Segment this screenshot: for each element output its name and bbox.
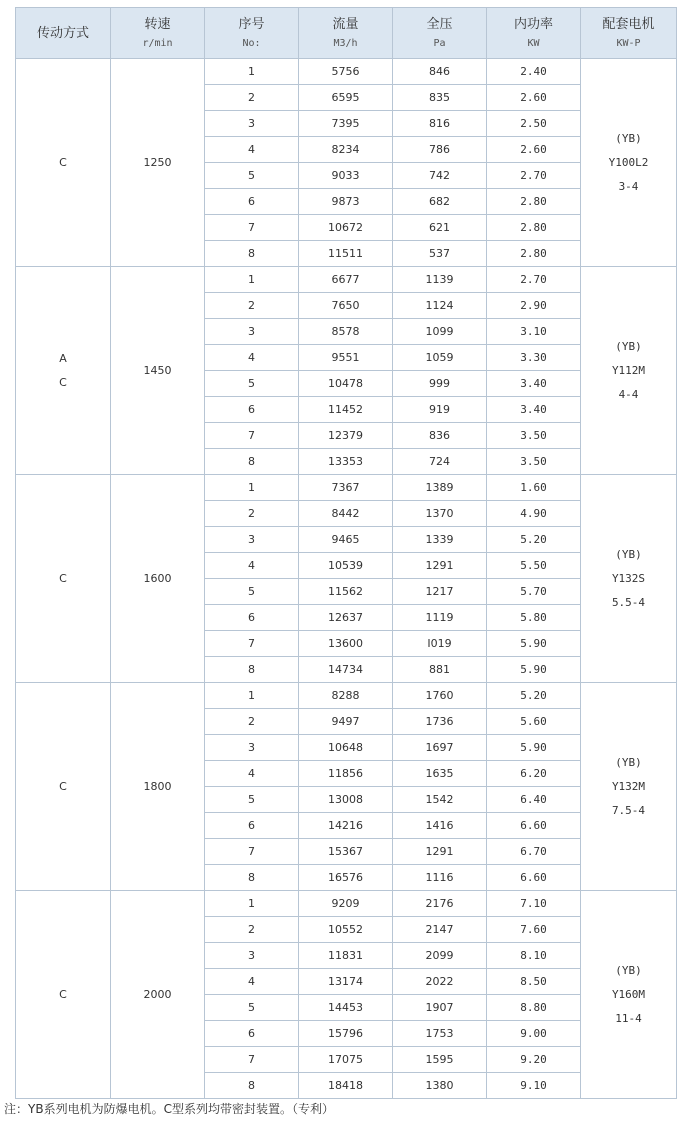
speed-cell: 2000 [111, 891, 205, 1099]
power-cell: 3.40 [487, 397, 581, 423]
pressure-cell: 1380 [393, 1073, 487, 1099]
motor-spec-line: 5.5-4 [611, 595, 646, 609]
number-cell: 2 [205, 709, 299, 735]
flow-cell: 11511 [299, 241, 393, 267]
power-cell: 5.90 [487, 735, 581, 761]
number-cell: 3 [205, 943, 299, 969]
power-cell: 5.60 [487, 709, 581, 735]
power-cell: 2.40 [487, 59, 581, 85]
motor-cell [581, 683, 677, 891]
motor-spec-line: Y132S [611, 571, 646, 585]
pressure-cell: 999 [393, 371, 487, 397]
motor-spec-line: Y132M [611, 779, 646, 793]
table-row [16, 59, 677, 85]
flow-cell: 13174 [299, 969, 393, 995]
number-cell: 5 [205, 579, 299, 605]
flow-cell: 15796 [299, 1021, 393, 1047]
flow-cell: 9033 [299, 163, 393, 189]
number-cell: 6 [205, 397, 299, 423]
power-cell: 5.20 [487, 527, 581, 553]
flow-cell: 13353 [299, 449, 393, 475]
power-cell: 6.60 [487, 813, 581, 839]
flow-cell: 10648 [299, 735, 393, 761]
footnote: 注：YB系列电机为防爆电机。C型系列均带密封装置。（专利） [4, 1102, 334, 1116]
pressure-cell: 1217 [393, 579, 487, 605]
header-pressure [393, 8, 487, 59]
power-cell: 8.50 [487, 969, 581, 995]
number-cell: 3 [205, 111, 299, 137]
pressure-cell: 1389 [393, 475, 487, 501]
flow-cell: 8442 [299, 501, 393, 527]
number-cell: 1 [205, 891, 299, 917]
flow-cell: 12379 [299, 423, 393, 449]
pressure-cell: 1139 [393, 267, 487, 293]
number-cell: 3 [205, 319, 299, 345]
number-cell: 7 [205, 423, 299, 449]
number-cell: 7 [205, 1047, 299, 1073]
pressure-cell: 2176 [393, 891, 487, 917]
header-number-unit: No: [242, 37, 261, 49]
pressure-cell: 682 [393, 189, 487, 215]
motor-cell [581, 475, 677, 683]
number-cell: 4 [205, 761, 299, 787]
table-row [16, 267, 677, 293]
flow-cell: 10672 [299, 215, 393, 241]
pressure-cell: 2099 [393, 943, 487, 969]
motor-spec-line: 7.5-4 [611, 803, 646, 817]
pressure-cell: 1370 [393, 501, 487, 527]
pressure-cell: 919 [393, 397, 487, 423]
transmission-cell [16, 891, 111, 1099]
number-cell: 4 [205, 137, 299, 163]
pressure-cell: 1416 [393, 813, 487, 839]
pressure-cell: 2022 [393, 969, 487, 995]
power-cell: 2.70 [487, 163, 581, 189]
header-transmission [16, 8, 111, 59]
pressure-cell: 724 [393, 449, 487, 475]
pressure-cell: I019 [393, 631, 487, 657]
power-cell: 3.30 [487, 345, 581, 371]
power-cell: 2.80 [487, 241, 581, 267]
transmission-type: C [59, 375, 67, 389]
pressure-cell: 1907 [393, 995, 487, 1021]
motor-spec-line: (YB) [615, 755, 642, 769]
pressure-cell: 786 [393, 137, 487, 163]
power-cell: 2.90 [487, 293, 581, 319]
table-row [16, 683, 677, 709]
motor-cell [581, 59, 677, 267]
flow-cell: 11856 [299, 761, 393, 787]
pressure-cell: 621 [393, 215, 487, 241]
flow-cell: 11562 [299, 579, 393, 605]
number-cell: 8 [205, 865, 299, 891]
pressure-cell: 836 [393, 423, 487, 449]
transmission-type: A [59, 351, 67, 365]
number-cell: 8 [205, 241, 299, 267]
power-cell: 5.90 [487, 657, 581, 683]
flow-cell: 8578 [299, 319, 393, 345]
power-cell: 5.20 [487, 683, 581, 709]
number-cell: 8 [205, 449, 299, 475]
flow-cell: 13008 [299, 787, 393, 813]
motor-spec-line: (YB) [615, 547, 642, 561]
number-cell: 3 [205, 527, 299, 553]
number-cell: 4 [205, 553, 299, 579]
table-header-row [16, 8, 677, 59]
flow-cell: 7395 [299, 111, 393, 137]
power-cell: 5.50 [487, 553, 581, 579]
header-pressure-title: 全压 [426, 16, 453, 32]
pressure-cell: 1291 [393, 553, 487, 579]
pressure-cell: 1635 [393, 761, 487, 787]
number-cell: 7 [205, 839, 299, 865]
flow-cell: 10552 [299, 917, 393, 943]
number-cell: 8 [205, 657, 299, 683]
motor-spec-line: (YB) [615, 339, 642, 353]
transmission-type: C [59, 571, 67, 585]
flow-cell: 14734 [299, 657, 393, 683]
power-cell: 5.80 [487, 605, 581, 631]
header-speed-unit: r/min [142, 37, 173, 49]
flow-cell: 14216 [299, 813, 393, 839]
power-cell: 2.60 [487, 85, 581, 111]
table-body [16, 59, 677, 1099]
header-speed-title: 转速 [144, 16, 171, 32]
transmission-cell [16, 683, 111, 891]
transmission-cell [16, 267, 111, 475]
pressure-cell: 835 [393, 85, 487, 111]
pressure-cell: 742 [393, 163, 487, 189]
number-cell: 2 [205, 85, 299, 111]
power-cell: 9.00 [487, 1021, 581, 1047]
table-row [16, 475, 677, 501]
number-cell: 4 [205, 969, 299, 995]
power-cell: 1.60 [487, 475, 581, 501]
pressure-cell: 1116 [393, 865, 487, 891]
pressure-cell: 1736 [393, 709, 487, 735]
header-flow-unit: M3/h [333, 37, 358, 49]
pressure-cell: 1595 [393, 1047, 487, 1073]
power-cell: 6.70 [487, 839, 581, 865]
pressure-cell: 537 [393, 241, 487, 267]
motor-cell [581, 267, 677, 475]
motor-spec-line: Y160M [611, 987, 646, 1001]
transmission-type: C [59, 987, 67, 1001]
speed-cell: 1250 [111, 59, 205, 267]
speed-cell: 1450 [111, 267, 205, 475]
fan-performance-table [15, 7, 677, 1099]
flow-cell: 10478 [299, 371, 393, 397]
number-cell: 4 [205, 345, 299, 371]
flow-cell: 8234 [299, 137, 393, 163]
pressure-cell: 1697 [393, 735, 487, 761]
power-cell: 7.60 [487, 917, 581, 943]
transmission-cell [16, 59, 111, 267]
header-motor [581, 8, 677, 59]
number-cell: 3 [205, 735, 299, 761]
flow-cell: 9497 [299, 709, 393, 735]
header-flow-title: 流量 [332, 16, 359, 32]
header-power-unit: KW [527, 37, 540, 49]
flow-cell: 9873 [299, 189, 393, 215]
power-cell: 2.60 [487, 137, 581, 163]
flow-cell: 9551 [299, 345, 393, 371]
motor-spec-line: 3-4 [618, 179, 639, 193]
power-cell: 2.80 [487, 215, 581, 241]
pressure-cell: 816 [393, 111, 487, 137]
header-pressure-unit: Pa [433, 37, 446, 49]
power-cell: 2.70 [487, 267, 581, 293]
header-motor-unit: KW-P [616, 37, 641, 49]
header-transmission-title: 传动方式 [36, 25, 89, 41]
motor-cell [581, 891, 677, 1099]
number-cell: 6 [205, 813, 299, 839]
power-cell: 5.70 [487, 579, 581, 605]
flow-cell: 5756 [299, 59, 393, 85]
power-cell: 6.60 [487, 865, 581, 891]
number-cell: 6 [205, 189, 299, 215]
table-row [16, 891, 677, 917]
header-power [487, 8, 581, 59]
header-power-title: 内功率 [513, 16, 553, 32]
transmission-type: C [59, 155, 67, 169]
flow-cell: 17075 [299, 1047, 393, 1073]
power-cell: 3.40 [487, 371, 581, 397]
number-cell: 2 [205, 293, 299, 319]
flow-cell: 18418 [299, 1073, 393, 1099]
pressure-cell: 2147 [393, 917, 487, 943]
motor-spec-line: Y100L2 [608, 155, 649, 169]
flow-cell: 10539 [299, 553, 393, 579]
motor-spec-line: (YB) [615, 131, 642, 145]
power-cell: 5.90 [487, 631, 581, 657]
pressure-cell: 1753 [393, 1021, 487, 1047]
motor-spec-line: Y112M [611, 363, 646, 377]
number-cell: 6 [205, 1021, 299, 1047]
number-cell: 1 [205, 267, 299, 293]
power-cell: 3.50 [487, 423, 581, 449]
speed-cell: 1600 [111, 475, 205, 683]
number-cell: 7 [205, 215, 299, 241]
pressure-cell: 1760 [393, 683, 487, 709]
speed-cell: 1800 [111, 683, 205, 891]
flow-cell: 12637 [299, 605, 393, 631]
flow-cell: 9209 [299, 891, 393, 917]
flow-cell: 6677 [299, 267, 393, 293]
pressure-cell: 1339 [393, 527, 487, 553]
pressure-cell: 1059 [393, 345, 487, 371]
transmission-cell [16, 475, 111, 683]
header-speed [111, 8, 205, 59]
pressure-cell: 1099 [393, 319, 487, 345]
number-cell: 1 [205, 59, 299, 85]
flow-cell: 11452 [299, 397, 393, 423]
header-flow [299, 8, 393, 59]
motor-spec-line: 11-4 [615, 1011, 642, 1025]
transmission-type: C [59, 779, 67, 793]
pressure-cell: 881 [393, 657, 487, 683]
header-number [205, 8, 299, 59]
number-cell: 6 [205, 605, 299, 631]
number-cell: 7 [205, 631, 299, 657]
motor-spec-line: 4-4 [618, 387, 639, 401]
flow-cell: 16576 [299, 865, 393, 891]
number-cell: 1 [205, 475, 299, 501]
number-cell: 5 [205, 995, 299, 1021]
power-cell: 2.50 [487, 111, 581, 137]
power-cell: 8.10 [487, 943, 581, 969]
number-cell: 2 [205, 501, 299, 527]
pressure-cell: 1119 [393, 605, 487, 631]
power-cell: 9.20 [487, 1047, 581, 1073]
flow-cell: 15367 [299, 839, 393, 865]
number-cell: 5 [205, 371, 299, 397]
number-cell: 5 [205, 787, 299, 813]
flow-cell: 11831 [299, 943, 393, 969]
power-cell: 3.50 [487, 449, 581, 475]
flow-cell: 6595 [299, 85, 393, 111]
flow-cell: 13600 [299, 631, 393, 657]
power-cell: 4.90 [487, 501, 581, 527]
power-cell: 9.10 [487, 1073, 581, 1099]
power-cell: 6.20 [487, 761, 581, 787]
flow-cell: 7650 [299, 293, 393, 319]
pressure-cell: 1124 [393, 293, 487, 319]
number-cell: 2 [205, 917, 299, 943]
number-cell: 1 [205, 683, 299, 709]
pressure-cell: 1542 [393, 787, 487, 813]
power-cell: 6.40 [487, 787, 581, 813]
power-cell: 2.80 [487, 189, 581, 215]
pressure-cell: 846 [393, 59, 487, 85]
power-cell: 3.10 [487, 319, 581, 345]
flow-cell: 14453 [299, 995, 393, 1021]
flow-cell: 9465 [299, 527, 393, 553]
flow-cell: 8288 [299, 683, 393, 709]
power-cell: 8.80 [487, 995, 581, 1021]
power-cell: 7.10 [487, 891, 581, 917]
number-cell: 5 [205, 163, 299, 189]
header-motor-title: 配套电机 [602, 16, 655, 32]
number-cell: 8 [205, 1073, 299, 1099]
pressure-cell: 1291 [393, 839, 487, 865]
header-number-title: 序号 [238, 16, 265, 32]
flow-cell: 7367 [299, 475, 393, 501]
motor-spec-line: (YB) [615, 963, 642, 977]
